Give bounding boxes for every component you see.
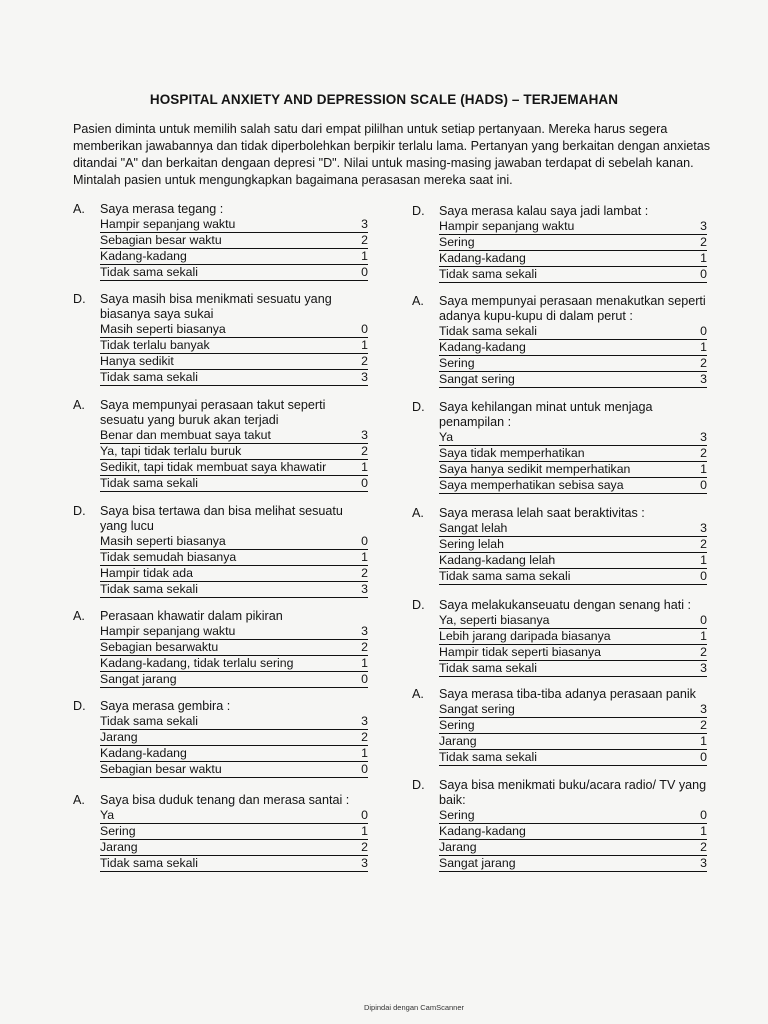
document-title: HOSPITAL ANXIETY AND DEPRESSION SCALE (HADS) – TERJEMAHAN <box>149 92 619 107</box>
question-row <box>412 778 707 808</box>
answer-score: 3 <box>700 702 707 716</box>
question-text: Saya kehilangan minat untuk menjaga penampilan : <box>439 400 653 429</box>
answer-score: 0 <box>361 534 368 548</box>
answer-label: Tidak sama sekali <box>439 661 537 675</box>
subscale-label: D. <box>412 400 425 414</box>
question-text: Saya merasa kalau saya jadi lambat : <box>439 204 649 218</box>
answer-score: 3 <box>361 428 368 442</box>
answer-score: 2 <box>700 645 707 659</box>
answer-options <box>100 534 368 598</box>
answer-label: Kadang-kadang <box>100 746 187 760</box>
subscale-label: A. <box>412 294 424 308</box>
question-row <box>73 504 368 534</box>
answer-label: Ya <box>100 808 115 822</box>
answer-score: 1 <box>361 746 368 760</box>
answer-option <box>100 640 368 656</box>
answer-option <box>100 354 368 370</box>
answer-option <box>439 661 707 677</box>
answer-option <box>439 718 707 734</box>
question-text: Saya merasa tiba-tiba adanya perasaan panik <box>439 687 696 701</box>
answer-options <box>100 322 368 386</box>
question-text: Saya mempunyai perasaan takut seperti sesuatu yang buruk akan terjadi <box>100 398 326 427</box>
answer-score: 3 <box>361 582 368 596</box>
answer-score: 2 <box>361 566 368 580</box>
answer-option <box>439 235 707 251</box>
answer-label: Sangat sering <box>439 702 515 716</box>
answer-options <box>439 521 707 585</box>
question-row <box>412 598 707 613</box>
answer-option <box>439 324 707 340</box>
answer-score: 0 <box>361 808 368 822</box>
answer-label: Hanya sedikit <box>100 354 174 368</box>
answer-label: Tidak sama sekali <box>100 856 198 870</box>
answer-label: Sering <box>439 356 475 370</box>
answer-option <box>439 856 707 872</box>
answer-score: 1 <box>361 460 368 474</box>
answer-score: 0 <box>700 324 707 338</box>
answer-option <box>100 444 368 460</box>
answer-label: Hampir sepanjang waktu <box>100 217 236 231</box>
subscale-label: D. <box>73 699 86 713</box>
answer-option <box>439 569 707 585</box>
answer-score: 0 <box>361 322 368 336</box>
answer-score: 2 <box>700 840 707 854</box>
subscale-label: D. <box>412 598 425 612</box>
questionnaire-item <box>412 294 707 388</box>
answer-option <box>439 430 707 446</box>
answer-score: 1 <box>361 338 368 352</box>
answer-score: 3 <box>361 624 368 638</box>
answer-label: Tidak terlalu banyak <box>100 338 210 352</box>
answer-score: 1 <box>700 629 707 643</box>
answer-option <box>100 233 368 249</box>
answer-options <box>100 428 368 492</box>
answer-label: Tidak sama sekali <box>100 265 198 279</box>
answer-option <box>100 762 368 778</box>
answer-option <box>439 478 707 494</box>
answer-option <box>439 613 707 629</box>
subscale-label: D. <box>73 292 86 306</box>
answer-score: 3 <box>700 521 707 535</box>
answer-label: Jarang <box>439 840 477 854</box>
answer-score: 3 <box>700 219 707 233</box>
answer-label: Saya hanya sedikit memperhatikan <box>439 462 631 476</box>
answer-options <box>100 624 368 688</box>
answer-label: Masih seperti biasanya <box>100 322 226 336</box>
questionnaire-item <box>73 398 368 492</box>
answer-label: Sangat jarang <box>100 672 177 686</box>
question-row <box>412 294 707 324</box>
questionnaire-item <box>412 778 707 872</box>
answer-label: Sangat jarang <box>439 856 516 870</box>
answer-label: Sering <box>439 808 475 822</box>
answer-score: 1 <box>361 249 368 263</box>
answer-option <box>439 537 707 553</box>
answer-label: Kadang-kadang, tidak terlalu sering <box>100 656 294 670</box>
answer-label: Tidak sama sekali <box>100 714 198 728</box>
answer-score: 0 <box>361 476 368 490</box>
answer-label: Ya <box>439 430 454 444</box>
question-row <box>412 687 707 702</box>
answer-options <box>439 324 707 388</box>
answer-option <box>100 249 368 265</box>
answer-score: 2 <box>361 444 368 458</box>
questionnaire-item <box>73 793 368 872</box>
answer-label: Sebagian besar waktu <box>100 233 222 247</box>
question-row <box>412 506 707 521</box>
answer-score: 2 <box>700 537 707 551</box>
answer-option <box>439 356 707 372</box>
subscale-label: A. <box>73 609 85 623</box>
answer-label: Jarang <box>100 730 138 744</box>
answer-score: 0 <box>700 478 707 492</box>
answer-option <box>439 462 707 478</box>
answer-label: Hampir tidak ada <box>100 566 193 580</box>
questionnaire-item <box>412 506 707 585</box>
answer-options <box>439 430 707 494</box>
questionnaire-item <box>73 609 368 688</box>
answer-option <box>439 267 707 283</box>
answer-label: Sebagian besarwaktu <box>100 640 219 654</box>
answer-label: Sedikit, tapi tidak membuat saya khawatir <box>100 460 327 474</box>
subscale-label: D. <box>412 204 425 218</box>
answer-label: Sering lelah <box>439 537 504 551</box>
answer-score: 2 <box>361 730 368 744</box>
answer-option <box>100 808 368 824</box>
answer-score: 2 <box>361 840 368 854</box>
answer-score: 0 <box>361 265 368 279</box>
answer-option <box>439 824 707 840</box>
answer-label: Saya tidak memperhatikan <box>439 446 585 460</box>
questionnaire-item <box>73 699 368 778</box>
answer-score: 1 <box>700 734 707 748</box>
answer-label: Tidak sama sekali <box>100 476 198 490</box>
answer-label: Benar dan membuat saya takut <box>100 428 271 442</box>
answer-options <box>439 702 707 766</box>
question-row <box>73 793 368 808</box>
answer-options <box>100 808 368 872</box>
answer-options <box>439 613 707 677</box>
answer-label: Sering <box>100 824 136 838</box>
answer-label: Tidak semudah biasanya <box>100 550 237 564</box>
answer-option <box>100 624 368 640</box>
subscale-label: A. <box>412 506 424 520</box>
question-text: Saya merasa lelah saat beraktivitas : <box>439 506 645 520</box>
answer-label: Kadang-kadang <box>100 249 187 263</box>
answer-option <box>100 824 368 840</box>
answer-option <box>439 629 707 645</box>
answer-label: Hampir sepanjang waktu <box>100 624 236 638</box>
answer-option <box>439 840 707 856</box>
answer-score: 2 <box>700 718 707 732</box>
answer-score: 3 <box>361 714 368 728</box>
answer-label: Masih seperti biasanya <box>100 534 226 548</box>
answer-label: Lebih jarang daripada biasanya <box>439 629 611 643</box>
answer-option <box>100 714 368 730</box>
answer-option <box>439 372 707 388</box>
answer-score: 3 <box>361 370 368 384</box>
answer-label: Jarang <box>439 734 477 748</box>
instructions-paragraph: Pasien diminta untuk memilih salah satu dari empat pililhan untuk setiap pertanyaan. Mereka harus segera memberikan jawabannya dan tidak diperbolehkan berpikir terlalu lama. Pertanyan yang berkaitan dengan anxietas ditandai "A" dan berkaitan dengaan depresi "D". Nilai untuk masing-masing jawaban terdapat di sebelah kanan. Mintalah pasien untuk mengungkapkan bagaimana perasasan mereka saat ini. <box>73 122 711 187</box>
answer-label: Sangat sering <box>439 372 515 386</box>
answer-score: 2 <box>361 354 368 368</box>
question-text: Saya masih bisa menikmati sesuatu yang biasanya saya sukai <box>100 292 332 321</box>
question-text: Saya bisa menikmati buku/acara radio/ TV yang baik: <box>439 778 707 807</box>
answer-option <box>100 840 368 856</box>
answer-label: Jarang <box>100 840 138 854</box>
answer-label: Hampir sepanjang waktu <box>439 219 575 233</box>
answer-option <box>100 730 368 746</box>
answer-option <box>100 856 368 872</box>
answer-option <box>439 251 707 267</box>
answer-option <box>439 734 707 750</box>
answer-score: 2 <box>361 640 368 654</box>
answer-option <box>439 521 707 537</box>
answer-label: Saya memperhatikan sebisa saya <box>439 478 624 492</box>
question-text: Saya merasa gembira : <box>100 699 231 713</box>
question-row <box>412 204 707 219</box>
question-text: Saya melakukanseuatu dengan senang hati : <box>439 598 692 612</box>
answer-label: Kadang-kadang <box>439 824 526 838</box>
answer-score: 1 <box>700 824 707 838</box>
answer-score: 3 <box>700 430 707 444</box>
subscale-label: A. <box>73 202 85 216</box>
answer-option <box>100 476 368 492</box>
answer-label: Tidak sama sama sekali <box>439 569 571 583</box>
answer-score: 1 <box>700 340 707 354</box>
answer-score: 3 <box>361 217 368 231</box>
footer-text: Dipindai dengan CamScanner <box>363 1003 465 1012</box>
answer-option <box>439 702 707 718</box>
answer-option <box>439 219 707 235</box>
question-row <box>73 202 368 217</box>
answer-score: 2 <box>700 446 707 460</box>
answer-option <box>100 534 368 550</box>
answer-label: Tidak sama sekali <box>100 370 198 384</box>
answer-score: 2 <box>700 235 707 249</box>
answer-label: Kadang-kadang lelah <box>439 553 556 567</box>
subscale-label: D. <box>73 504 86 518</box>
question-text: Saya mempunyai perasaan menakutkan seperti adanya kupu-kupu di dalam perut : <box>439 294 706 323</box>
answer-option <box>100 428 368 444</box>
question-text: Perasaan khawatir dalam pikiran <box>100 609 283 623</box>
questionnaire-item <box>412 204 707 283</box>
answer-score: 2 <box>361 233 368 247</box>
questionnaire-item <box>73 202 368 281</box>
subscale-label: A. <box>412 687 424 701</box>
answer-score: 0 <box>700 808 707 822</box>
answer-label: Sering <box>439 235 475 249</box>
answer-option <box>439 446 707 462</box>
answer-score: 1 <box>361 824 368 838</box>
scanner-footer <box>0 1003 768 1012</box>
answer-label: Ya, seperti biasanya <box>439 613 550 627</box>
answer-options <box>439 808 707 872</box>
answer-option <box>100 265 368 281</box>
answer-option <box>100 566 368 582</box>
questionnaire-item <box>412 687 707 766</box>
answer-label: Sangat lelah <box>439 521 508 535</box>
answer-option <box>100 217 368 233</box>
question-row <box>73 398 368 428</box>
question-row <box>412 400 707 430</box>
answer-score: 1 <box>700 251 707 265</box>
answer-score: 3 <box>700 661 707 675</box>
answer-score: 1 <box>700 462 707 476</box>
answer-score: 0 <box>700 267 707 281</box>
answer-label: Tidak sama sekali <box>100 582 198 596</box>
questionnaire-item <box>73 504 368 598</box>
answer-label: Kadang-kadang <box>439 340 526 354</box>
answer-label: Sebagian besar waktu <box>100 762 222 776</box>
answer-options <box>100 714 368 778</box>
question-row <box>73 292 368 322</box>
answer-label: Tidak sama sekali <box>439 750 537 764</box>
answer-option <box>100 582 368 598</box>
subscale-label: A. <box>73 398 85 412</box>
answer-option <box>439 553 707 569</box>
answer-options <box>439 219 707 283</box>
answer-score: 0 <box>361 672 368 686</box>
answer-score: 0 <box>700 750 707 764</box>
answer-label: Tidak sama sekali <box>439 267 537 281</box>
answer-option <box>100 460 368 476</box>
question-row <box>73 609 368 624</box>
answer-score: 0 <box>361 762 368 776</box>
answer-option <box>439 808 707 824</box>
answer-option <box>100 322 368 338</box>
questionnaire-item <box>412 400 707 494</box>
answer-options <box>100 217 368 281</box>
answer-label: Sering <box>439 718 475 732</box>
subscale-label: A. <box>73 793 85 807</box>
answer-label: Kadang-kadang <box>439 251 526 265</box>
answer-score: 3 <box>700 856 707 870</box>
question-text: Saya merasa tegang : <box>100 202 224 216</box>
answer-score: 2 <box>700 356 707 370</box>
questionnaire-item <box>73 292 368 386</box>
question-text: Saya bisa tertawa dan bisa melihat sesuatu yang lucu <box>100 504 343 533</box>
question-row <box>73 699 368 714</box>
answer-option <box>100 550 368 566</box>
answer-label: Hampir tidak seperti biasanya <box>439 645 601 659</box>
answer-option <box>439 645 707 661</box>
subscale-label: D. <box>412 778 425 792</box>
answer-score: 3 <box>700 372 707 386</box>
answer-option <box>439 340 707 356</box>
questionnaire-item <box>412 598 707 677</box>
answer-score: 0 <box>700 569 707 583</box>
answer-option <box>100 338 368 354</box>
answer-score: 1 <box>700 553 707 567</box>
answer-option <box>100 370 368 386</box>
answer-score: 1 <box>361 656 368 670</box>
answer-option <box>439 750 707 766</box>
answer-option <box>100 672 368 688</box>
answer-option <box>100 656 368 672</box>
question-text: Saya bisa duduk tenang dan merasa santai : <box>100 793 350 807</box>
answer-label: Tidak sama sekali <box>439 324 537 338</box>
answer-label: Ya, tapi tidak terlalu buruk <box>100 444 242 458</box>
answer-score: 1 <box>361 550 368 564</box>
answer-score: 3 <box>361 856 368 870</box>
answer-score: 0 <box>700 613 707 627</box>
answer-option <box>100 746 368 762</box>
